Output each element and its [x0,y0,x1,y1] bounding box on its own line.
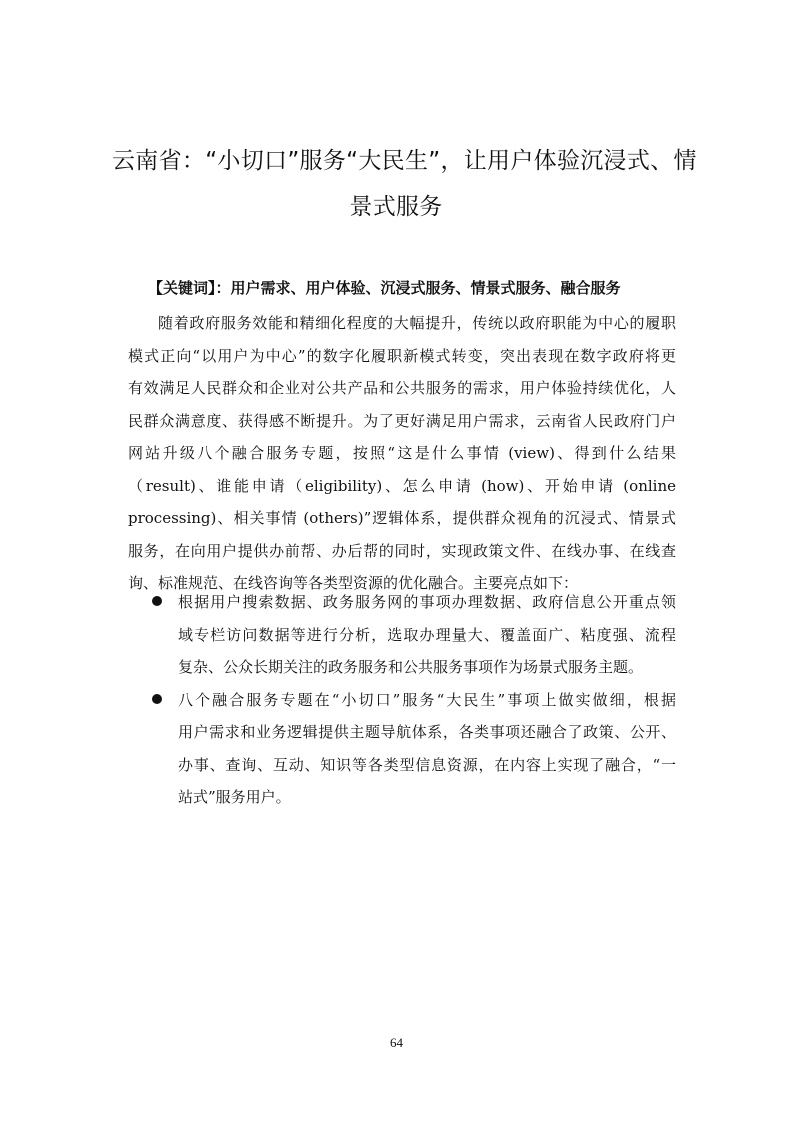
keywords-line: 【关键词】：用户需求、用户体验、沉浸式服务、情景式服务、融合服务 [148,279,621,297]
list-item-line: 站式”服务用户。 [178,788,291,806]
paragraph-line: processing)、相关事情 (others)”逻辑体系，提供群众视角的沉浸式、情景式 [128,509,676,527]
paragraph-line: 模式正向“以用户为中心”的数字化履职新模式转变，突出表现在数字政府将更 [128,346,676,365]
main-paragraph [128,307,676,600]
paragraph-line: 询、标准规范、在线咨询等各类型资源的优化融合。主要亮点如下： [128,574,579,592]
title-line-2: 景式服务 [349,194,443,220]
paragraph-line: 网站升级八个融合服务专题，按照“这是什么事情 (view)、得到什么结果 [128,444,676,462]
paragraph-line: （result)、谁能申请（eligibility)、怎么申请 (how)、开始申请 (online [128,476,676,495]
list-item-line: 八个融合服务专题在“小切口”服务“大民生”事项上做实做细，根据 [178,690,676,709]
paragraph-line: 服务，在向用户提供办前帮、办后帮的同时，实现政策文件、在线办事、在线查 [128,541,676,560]
list-item [150,586,676,684]
title-line-1: 云南省：“小切口”服务“大民生”，让用户体验沉浸式、情 [112,148,697,174]
document-title [112,138,697,230]
bullet-dot-icon [152,694,162,704]
list-item-line: 用户需求和业务逻辑提供主题导航体系，各类事项还融合了政策、公开、 [178,723,676,741]
list-item-line: 根据用户搜索数据、政务服务网的事项办理数据、政府信息公开重点领 [178,593,676,611]
paragraph-line: 有效满足人民群众和企业对公共产品和公共服务的需求，用户体验持续优化，人 [128,379,676,397]
list-item [150,684,676,814]
paragraph-line: 随着政府服务效能和精细化程度的大幅提升，传统以政府职能为中心的履职 [158,314,676,332]
paragraph-line: 民群众满意度、获得感不断提升。为了更好满足用户需求，云南省人民政府门户 [128,411,676,430]
bullet-dot-icon [152,596,162,606]
list-item-line: 办事、查询、互动、知识等各类型信息资源，在内容上实现了融合，“一 [178,755,676,774]
page-number: 64 [390,1035,403,1050]
list-item-line: 复杂、公众长期关注的政务服务和公共服务事项作为场景式服务主题。 [178,658,644,676]
list-item-line: 域专栏访问数据等进行分析，选取办理量大、覆盖面广、粘度强、流程 [178,625,676,644]
highlights-list [150,586,676,814]
